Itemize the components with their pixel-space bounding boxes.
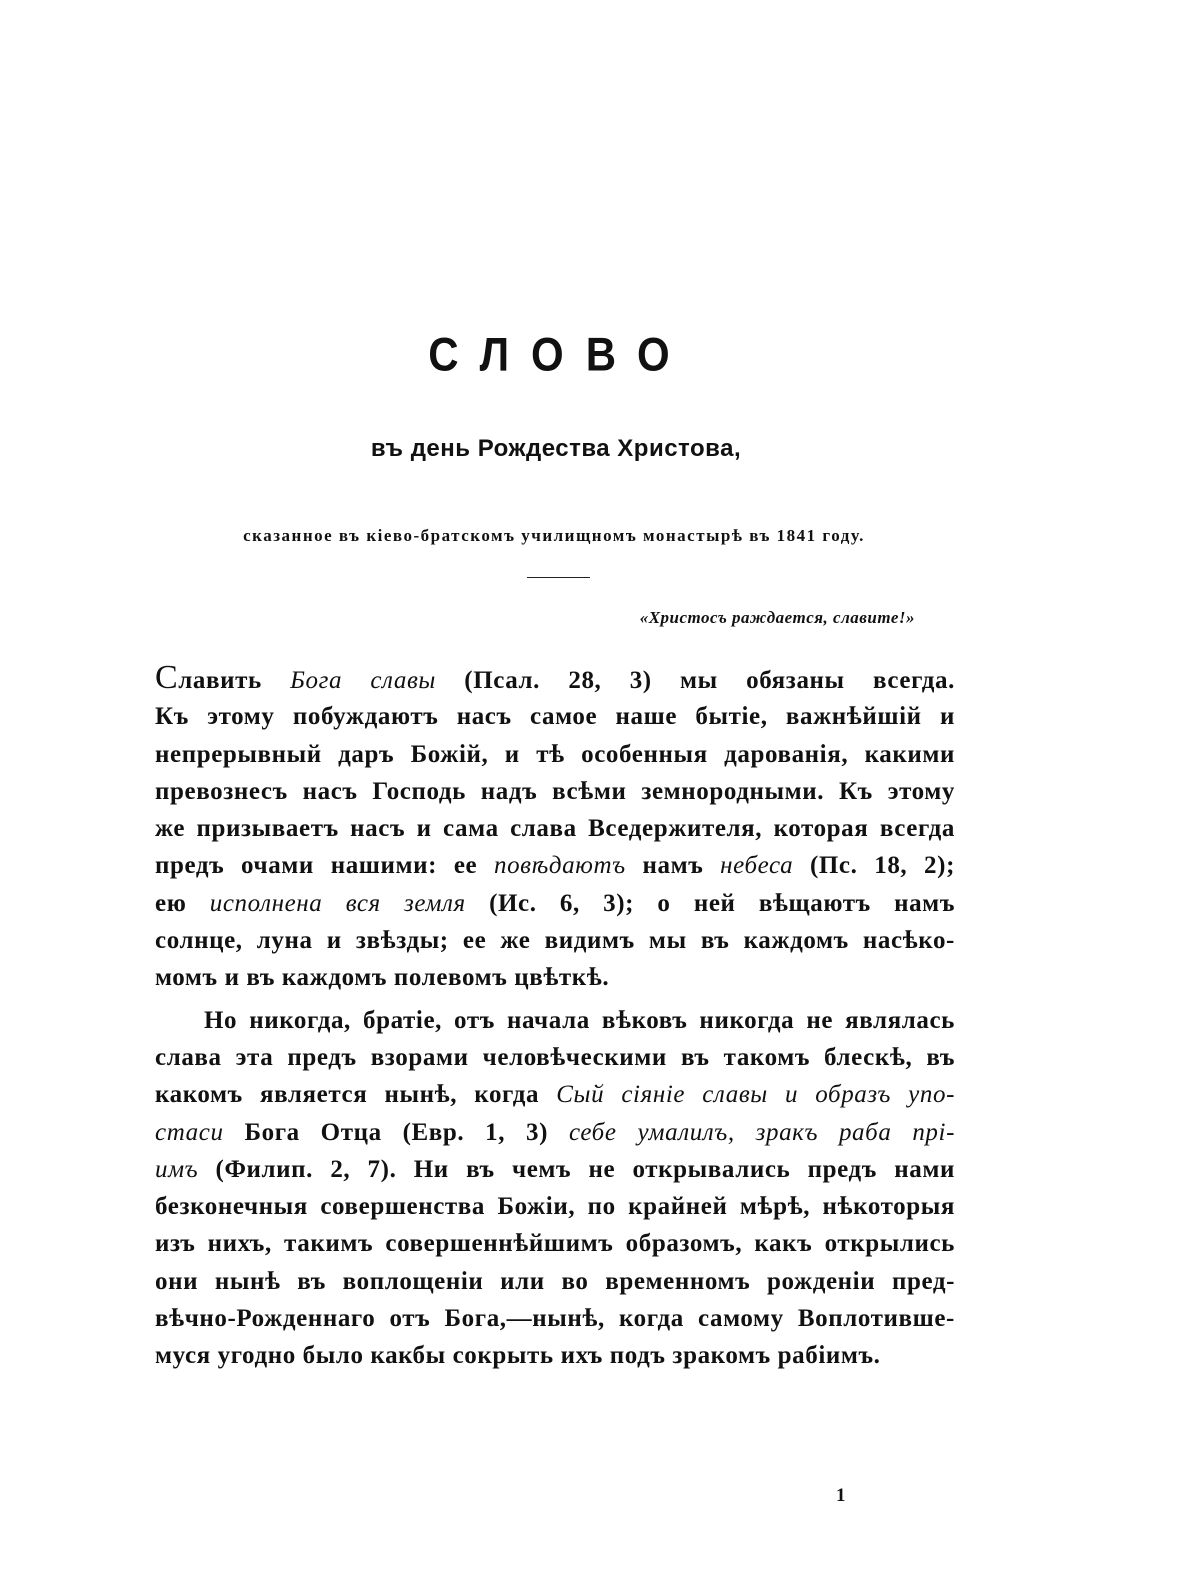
text-span: намъ [625, 852, 721, 880]
text-line [155, 959, 955, 996]
text-line [155, 885, 955, 922]
text-span: предъ очами нашими: ее [155, 852, 494, 880]
text-span: превознесъ насъ Господь надъ всѣми земнородными. Къ этому [155, 777, 955, 805]
italic-span: Бога славы [290, 667, 436, 694]
italic-span: повѣдаютъ [493, 852, 626, 880]
text-line [155, 847, 955, 884]
text-line [155, 1114, 955, 1151]
paragraph [155, 661, 955, 997]
text-span: Къ этому побуждаютъ насъ самое наше бытіе, важнѣйшій и [155, 703, 955, 731]
epigraph: «Христосъ раждается, славите!» [639, 608, 915, 627]
text-span: вѣчно-Рожденнаго отъ Бога,—нынѣ, когда самому Воплотивше- [155, 1305, 955, 1333]
text-line [155, 810, 955, 847]
text-span: слава эта предъ взорами человѣческими въ такомъ блескѣ, въ [155, 1043, 955, 1071]
italic-span: Сый сіяніе славы и образъ упо- [556, 1081, 955, 1109]
text-line [155, 1002, 955, 1039]
text-line [155, 1337, 955, 1374]
page-number: 1 [836, 1485, 846, 1506]
text-span: изъ нихъ, такимъ совершеннѣйшимъ образомъ, какъ открылись [155, 1230, 955, 1258]
text-span: лавить [178, 667, 291, 694]
page-title: СЛОВО [428, 328, 692, 381]
text-line [155, 1225, 955, 1262]
text-span: момъ и въ каждомъ полевомъ цвѣткѣ. [155, 964, 610, 992]
text-line [155, 661, 955, 698]
text-span: же призываетъ насъ и сама слава Вседержителя, которая всегда [155, 815, 955, 843]
italic-span: себе умалилъ, зракъ раба прі- [568, 1118, 956, 1146]
sermon-body [155, 661, 955, 1375]
text-span: солнце, луна и звѣзды; ее же видимъ мы въ каждомъ насѣко- [155, 927, 955, 955]
text-line [155, 1300, 955, 1337]
paragraph [155, 1002, 955, 1375]
text-span: муся угодно было какбы сокрыть ихъ подъ зракомъ рабіимъ. [155, 1342, 881, 1370]
text-span: (Пс. 18, 2); [793, 852, 955, 880]
text-line [155, 1076, 955, 1113]
text-span: (Псал. 28, 3) мы обязаны всегда. [435, 667, 956, 694]
text-span: ею [155, 889, 210, 917]
text-span: (Филип. 2, 7). Ни въ чемъ не открывались предъ нами [198, 1155, 955, 1183]
text-span: Но никогда, братіе, отъ начала вѣковъ никогда не являлась [204, 1006, 955, 1034]
italic-span: имъ [155, 1155, 199, 1183]
text-span: (Ис. 6, 3); о ней вѣщаютъ намъ [465, 889, 955, 917]
text-line [155, 1188, 955, 1225]
page-subtitle: въ день Рождества Христова, [370, 435, 742, 462]
text-line [155, 773, 955, 810]
occasion-line: сказанное въ кіево-братскомъ училищномъ монастырѣ въ 1841 году. [243, 526, 865, 545]
text-line [155, 922, 955, 959]
text-span: непрерывный даръ Божій, и тѣ особенныя дарованія, какими [155, 740, 955, 768]
text-line [155, 1039, 955, 1076]
text-line [155, 1263, 955, 1300]
text-span: какомъ является нынѣ, когда [155, 1081, 557, 1109]
text-line [155, 736, 955, 773]
text-span: безконечныя совершенства Божіи, по крайней мѣрѣ, нѣкоторыя [155, 1193, 955, 1221]
italic-span: исполнена вся земля [209, 889, 466, 917]
text-line [155, 698, 955, 735]
text-line [155, 1151, 955, 1188]
italic-span: небеса [720, 852, 794, 880]
text-span: Бога Отца (Евр. 1, 3) [223, 1118, 569, 1146]
divider-rule [527, 577, 590, 578]
italic-span: стаси [155, 1118, 224, 1146]
initial-letter: С [155, 659, 179, 696]
text-span: они нынѣ въ воплощеніи или во временномъ рожденіи пред- [155, 1267, 955, 1295]
